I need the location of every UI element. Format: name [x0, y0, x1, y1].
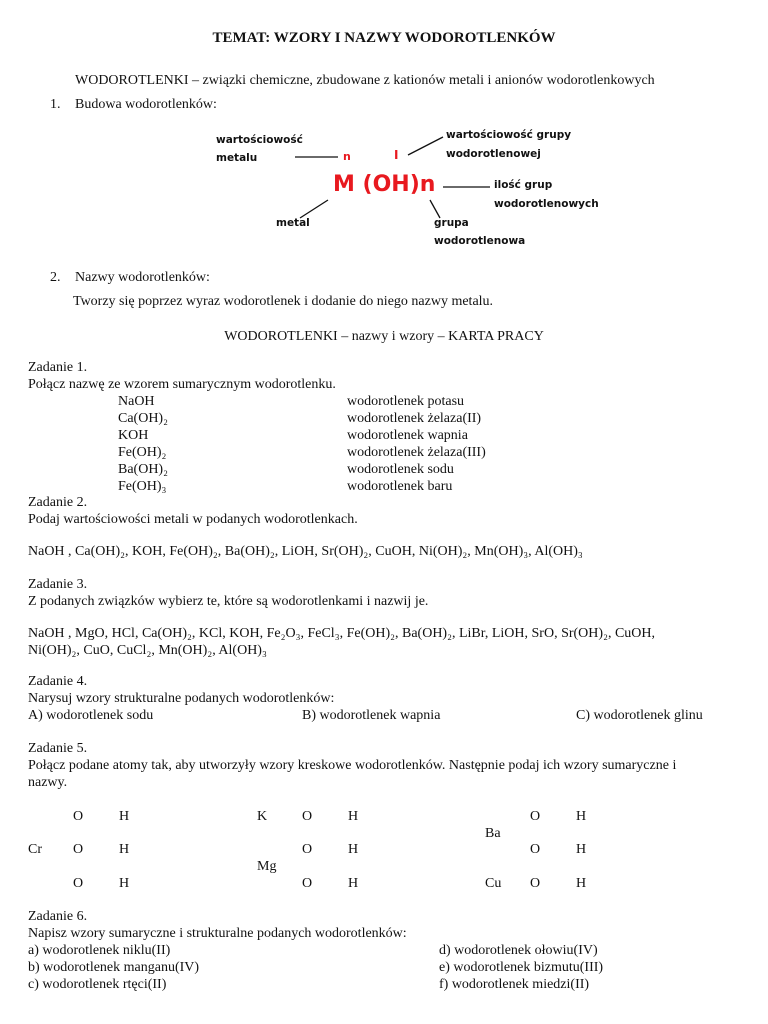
- task1-name: wodorotlenek baru: [347, 479, 453, 494]
- section2-description: Tworzy się poprzez wyraz wodorotlenek i dodanie do niego nazwy metalu.: [73, 294, 494, 309]
- atom-h: H: [576, 809, 587, 824]
- task6-item: d) wodorotlenek ołowiu(IV): [439, 943, 598, 958]
- atom-h: H: [348, 876, 359, 891]
- section2-heading: Nazwy wodorotlenków:: [75, 270, 210, 285]
- atom-k: K: [257, 809, 268, 824]
- atom-o: O: [302, 876, 313, 891]
- task3-compound-list-line1: NaOH , MgO, HCl, Ca(OH)₂, KCl, KOH, Fe₂O₃, FeCl₃, Fe(OH)₂, Ba(OH)₂, LiBr, LiOH, SrO, Sr(OH)₂, CuOH,: [28, 626, 656, 641]
- atom-o: O: [530, 876, 541, 891]
- task6-right-list: [439, 942, 603, 993]
- label-group-valence-1: wartościowość grupy: [446, 129, 572, 141]
- atom-h: H: [119, 842, 130, 857]
- task6-item: f) wodorotlenek miedzi(II): [439, 977, 590, 992]
- task2-heading: Zadanie 2.: [28, 495, 88, 510]
- task1-formula: KOH: [118, 428, 149, 443]
- worksheet-title: WODOROTLENKI – nazwy i wzory – KARTA PRACY: [224, 329, 544, 344]
- task1-instruction: Połącz nazwę ze wzorem sumarycznym wodorotlenku.: [28, 377, 336, 392]
- task5-heading: Zadanie 5.: [28, 741, 88, 756]
- atom-o: O: [530, 842, 541, 857]
- label-group-2: wodorotlenowa: [434, 235, 526, 247]
- atom-ba: Ba: [485, 826, 501, 841]
- diagram-n-superscript: n: [343, 150, 351, 163]
- task4-heading: Zadanie 4.: [28, 674, 88, 689]
- label-metal: metal: [276, 217, 310, 229]
- label-group-valence-2: wodorotlenowej: [446, 148, 541, 160]
- task3-compound-list-line2: Ni(OH)₂, CuO, CuCl₂, Mn(OH)₂, Al(OH)₃: [28, 643, 267, 658]
- task1-formula: NaOH: [118, 394, 155, 409]
- task1-formula: Ba(OH)₂: [118, 462, 168, 477]
- task1-name: wodorotlenek wapnia: [347, 428, 468, 443]
- diagram-general-formula: M (OH)n: [333, 172, 436, 197]
- intro-definition: WODOROTLENKI – związki chemiczne, zbudowane z kationów metali i anionów wodorotlenkowych: [75, 73, 655, 88]
- atom-o: O: [530, 809, 541, 824]
- atom-h: H: [348, 809, 359, 824]
- task3-instruction: Z podanych związków wybierz te, które są wodorotlenkami i nazwij je.: [28, 594, 429, 609]
- atom-h: H: [348, 842, 359, 857]
- atom-cr: Cr: [28, 842, 42, 857]
- task6-item: e) wodorotlenek bizmutu(III): [439, 960, 604, 975]
- diagram-roman-numeral: I: [394, 148, 399, 162]
- atom-h: H: [576, 842, 587, 857]
- task6-instruction: Napisz wzory sumaryczne i strukturalne podanych wodorotlenków:: [28, 926, 407, 941]
- task4-item-b: B) wodorotlenek wapnia: [302, 708, 441, 723]
- label-metal-valence-2: metalu: [216, 152, 258, 164]
- task1-formulas: [118, 393, 168, 495]
- label-group-1: grupa: [434, 217, 469, 229]
- atom-o: O: [73, 842, 84, 857]
- task6-item: b) wodorotlenek manganu(IV): [28, 960, 200, 975]
- label-metal-valence-1: wartościowość: [216, 134, 303, 146]
- task4-item-c: C) wodorotlenek glinu: [576, 708, 703, 723]
- task6-item: c) wodorotlenek rtęci(II): [28, 977, 167, 992]
- task1-formula: Ca(OH)₂: [118, 411, 168, 426]
- task6-left-list: [28, 942, 199, 993]
- task5-instruction-line1: Połącz podane atomy tak, aby utworzyły wzory kreskowe wodorotlenków. Następnie podaj ich wzory sumaryczne i: [28, 758, 677, 773]
- task5-instruction-line2: nazwy.: [28, 775, 68, 790]
- task1-heading: Zadanie 1.: [28, 360, 88, 375]
- atom-h: H: [576, 876, 587, 891]
- task4-instruction: Narysuj wzory strukturalne podanych wodorotlenków:: [28, 691, 335, 706]
- atom-o: O: [73, 809, 84, 824]
- atom-h: H: [119, 876, 130, 891]
- task4-item-a: A) wodorotlenek sodu: [28, 708, 154, 723]
- task2-compound-list: NaOH , Ca(OH)₂, KOH, Fe(OH)₂, Ba(OH)₂, LiOH, Sr(OH)₂, CuOH, Ni(OH)₂, Mn(OH)₃, Al(OH)₃: [28, 544, 583, 559]
- label-group-count-2: wodorotlenowych: [494, 198, 599, 210]
- atom-o: O: [302, 809, 313, 824]
- task1-name: wodorotlenek żelaza(II): [347, 411, 482, 426]
- task1-name: wodorotlenek sodu: [347, 462, 454, 477]
- task6-heading: Zadanie 6.: [28, 909, 88, 924]
- task1-formula: Fe(OH)₂: [118, 445, 167, 460]
- section1-number: 1.: [50, 97, 61, 112]
- section2-number: 2.: [50, 270, 61, 285]
- task1-names: [347, 393, 486, 495]
- label-group-count-1: ilość grup: [494, 179, 553, 191]
- task1-name: wodorotlenek żelaza(III): [347, 445, 486, 460]
- atom-mg: Mg: [257, 859, 277, 874]
- atom-o: O: [73, 876, 84, 891]
- task1-formula: Fe(OH)₃: [118, 479, 167, 494]
- section1-heading: Budowa wodorotlenków:: [75, 97, 217, 112]
- task6-item: a) wodorotlenek niklu(II): [28, 943, 171, 958]
- task1-name: wodorotlenek potasu: [347, 394, 465, 409]
- hydroxide-structure-diagram: [200, 120, 620, 260]
- page-title: TEMAT: WZORY I NAZWY WODOROTLENKÓW: [212, 30, 556, 46]
- task2-instruction: Podaj wartościowości metali w podanych wodorotlenkach.: [28, 512, 358, 527]
- atom-h: H: [119, 809, 130, 824]
- atom-o: O: [302, 842, 313, 857]
- task3-heading: Zadanie 3.: [28, 577, 88, 592]
- atom-cu: Cu: [485, 876, 502, 891]
